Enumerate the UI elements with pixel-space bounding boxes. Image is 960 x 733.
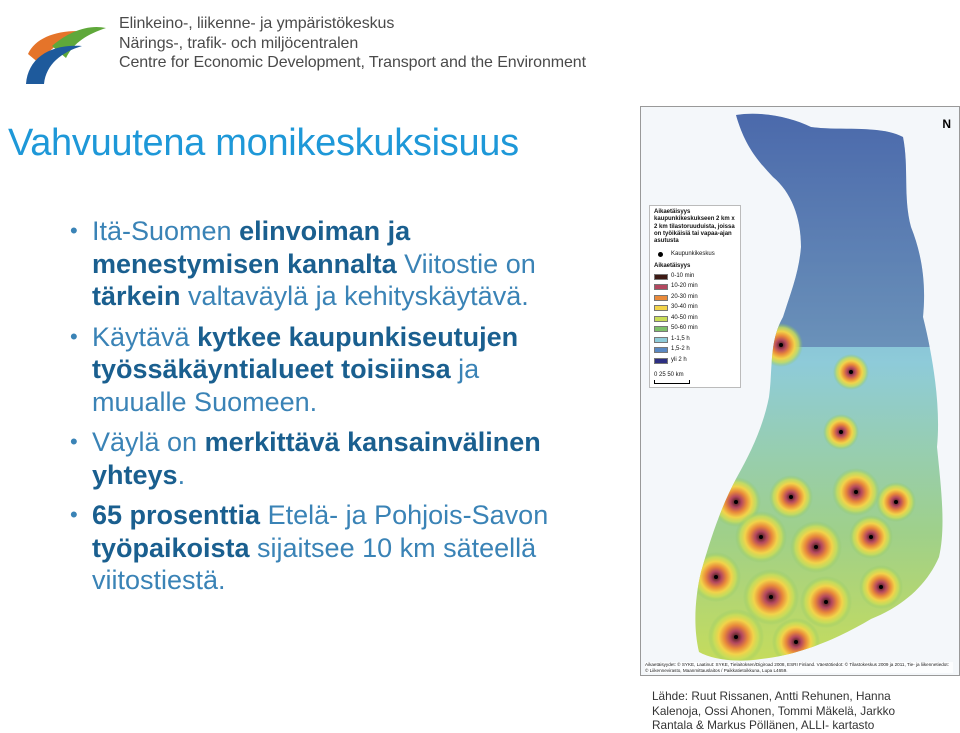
legend-swatch bbox=[654, 295, 668, 301]
slide-title: Vahvuutena monikeskuksisuus bbox=[8, 122, 519, 164]
bullet-text-bold: kytkee kaupunkiseutujen työssäkäyntialueet toisiinsa bbox=[92, 321, 519, 384]
legend-class-label: 0-10 min bbox=[671, 272, 695, 279]
city-centre-dot bbox=[734, 635, 738, 639]
map-credits: Aikaetäisyydet: © SYKE, Laatinut: SYKE, Tielaitoksen/Digiroad 2008, ESRI Finland. Väestötiedot: © Tilastokeskus 2009 ja 2011, Tie- ja liikennetiedot: © Liikennevirasto, Maanmittauslaitos / Paikkatietoikkuna, Lupa L4659. bbox=[645, 662, 953, 673]
bullet-text: ja muualle Suomeen. bbox=[92, 354, 480, 417]
city-centre-dot bbox=[759, 535, 763, 539]
legend-class-label: 30-40 min bbox=[671, 304, 698, 311]
legend-swatch bbox=[654, 347, 668, 353]
legend-class-label: 1-1,5 h bbox=[671, 335, 690, 342]
source-line: Kalenoja, Ossi Ahonen, Tommi Mäkelä, Jarkko bbox=[652, 703, 896, 718]
bullet-text-bold: elinvoiman ja menestymisen kannalta bbox=[92, 216, 411, 279]
bullet-text-bold: työpaikoista bbox=[92, 532, 250, 563]
legend-class-row bbox=[654, 303, 736, 314]
city-centre-dot bbox=[814, 545, 818, 549]
bullet-text: Viitostie on bbox=[396, 248, 536, 279]
legend-swatch bbox=[654, 305, 668, 311]
org-line-sv: Närings-, trafik- och miljöcentralen bbox=[119, 34, 359, 52]
legend-city-row bbox=[654, 249, 736, 260]
source-citation bbox=[652, 689, 952, 733]
legend-class-row bbox=[654, 324, 736, 335]
scale-bar-graphic bbox=[654, 380, 690, 384]
source-line: Rantala & Markus Pöllänen, ALLI- kartasto bbox=[652, 718, 875, 732]
legend-subtitle: Aikaetäisyys bbox=[654, 262, 691, 269]
org-line-fi: Elinkeino-, liikenne- ja ympäristökeskus bbox=[119, 15, 395, 32]
city-centre-dot bbox=[854, 490, 858, 494]
north-arrow-icon: N bbox=[942, 117, 951, 131]
city-centre-dot bbox=[714, 575, 718, 579]
ely-logo-icon bbox=[22, 6, 110, 86]
map-graphic bbox=[641, 107, 959, 675]
bullet-text: Käytävä bbox=[92, 321, 198, 352]
bullet-text-bold: merkittävä kansainvälinen yhteys bbox=[92, 427, 541, 490]
city-centre-dot bbox=[869, 535, 873, 539]
city-centre-dot bbox=[779, 343, 783, 347]
bullet-text: Etelä- ja Pohjois-Savon bbox=[260, 500, 549, 530]
legend-class-row bbox=[654, 282, 736, 293]
legend-swatch bbox=[654, 358, 668, 364]
bullet-text-bold: tärkein bbox=[92, 281, 181, 311]
city-centre-dot bbox=[849, 370, 853, 374]
city-centre-dot bbox=[734, 500, 738, 504]
legend-class-row bbox=[654, 292, 736, 303]
scale-label: 0 25 50 km bbox=[654, 371, 684, 378]
bullet-text: . bbox=[177, 459, 186, 490]
city-centre-dot bbox=[769, 595, 773, 599]
map-legend bbox=[649, 205, 741, 388]
legend-class-label: 40-50 min bbox=[671, 314, 698, 321]
org-line-en: Centre for Economic Development, Transport and the Environment bbox=[119, 54, 586, 71]
legend-classes bbox=[654, 271, 736, 366]
bullet-text: Väylä on bbox=[92, 427, 205, 457]
legend-class-label: 20-30 min bbox=[671, 293, 698, 300]
bullet-item bbox=[70, 215, 570, 313]
bullet-text: valtaväylä ja kehityskäytävä. bbox=[180, 281, 529, 311]
legend-class-label: 50-60 min bbox=[671, 325, 698, 332]
bullet-item bbox=[70, 426, 570, 491]
legend-swatch bbox=[654, 316, 668, 322]
legend-class-row bbox=[654, 345, 736, 356]
legend-class-row bbox=[654, 355, 736, 366]
bullet-item bbox=[70, 499, 570, 597]
city-centre-dot bbox=[789, 495, 793, 499]
legend-class-label: 10-20 min bbox=[671, 283, 698, 290]
city-centre-dot bbox=[879, 585, 883, 589]
scale-bar bbox=[654, 372, 736, 384]
legend-class-row bbox=[654, 334, 736, 345]
city-centre-dot bbox=[839, 430, 843, 434]
bullet-item bbox=[70, 321, 570, 419]
city-centre-dot bbox=[794, 640, 798, 644]
city-dot-icon bbox=[658, 252, 663, 257]
bullet-text: sijaitsee 10 km säteellä viitostiestä. bbox=[92, 532, 537, 595]
legend-city-label: Kaupunkikeskus bbox=[671, 251, 715, 258]
bullet-text: Itä-Suomen bbox=[92, 216, 240, 246]
bullet-text-bold: 65 prosenttia bbox=[92, 500, 261, 530]
legend-class-label: 1,5-2 h bbox=[671, 346, 690, 353]
legend-swatch bbox=[654, 274, 668, 280]
legend-class-label: yli 2 h bbox=[671, 356, 687, 363]
legend-class-row bbox=[654, 271, 736, 282]
legend-title: Aikaetäisyys kaupunkikeskukseen 2 km x 2 km tilastoruuduista, joissa on työikäisiä tai vapaa-ajan asutusta bbox=[654, 209, 735, 245]
legend-swatch bbox=[654, 337, 668, 343]
finland-accessibility-map bbox=[640, 106, 960, 676]
bullet-list bbox=[70, 215, 570, 605]
city-centre-dot bbox=[894, 500, 898, 504]
city-centre-dot bbox=[824, 600, 828, 604]
organisation-name bbox=[119, 14, 586, 73]
legend-swatch bbox=[654, 326, 668, 332]
legend-swatch bbox=[654, 284, 668, 290]
legend-class-row bbox=[654, 313, 736, 324]
source-line: Lähde: Ruut Rissanen, Antti Rehunen, Hanna bbox=[652, 689, 891, 703]
